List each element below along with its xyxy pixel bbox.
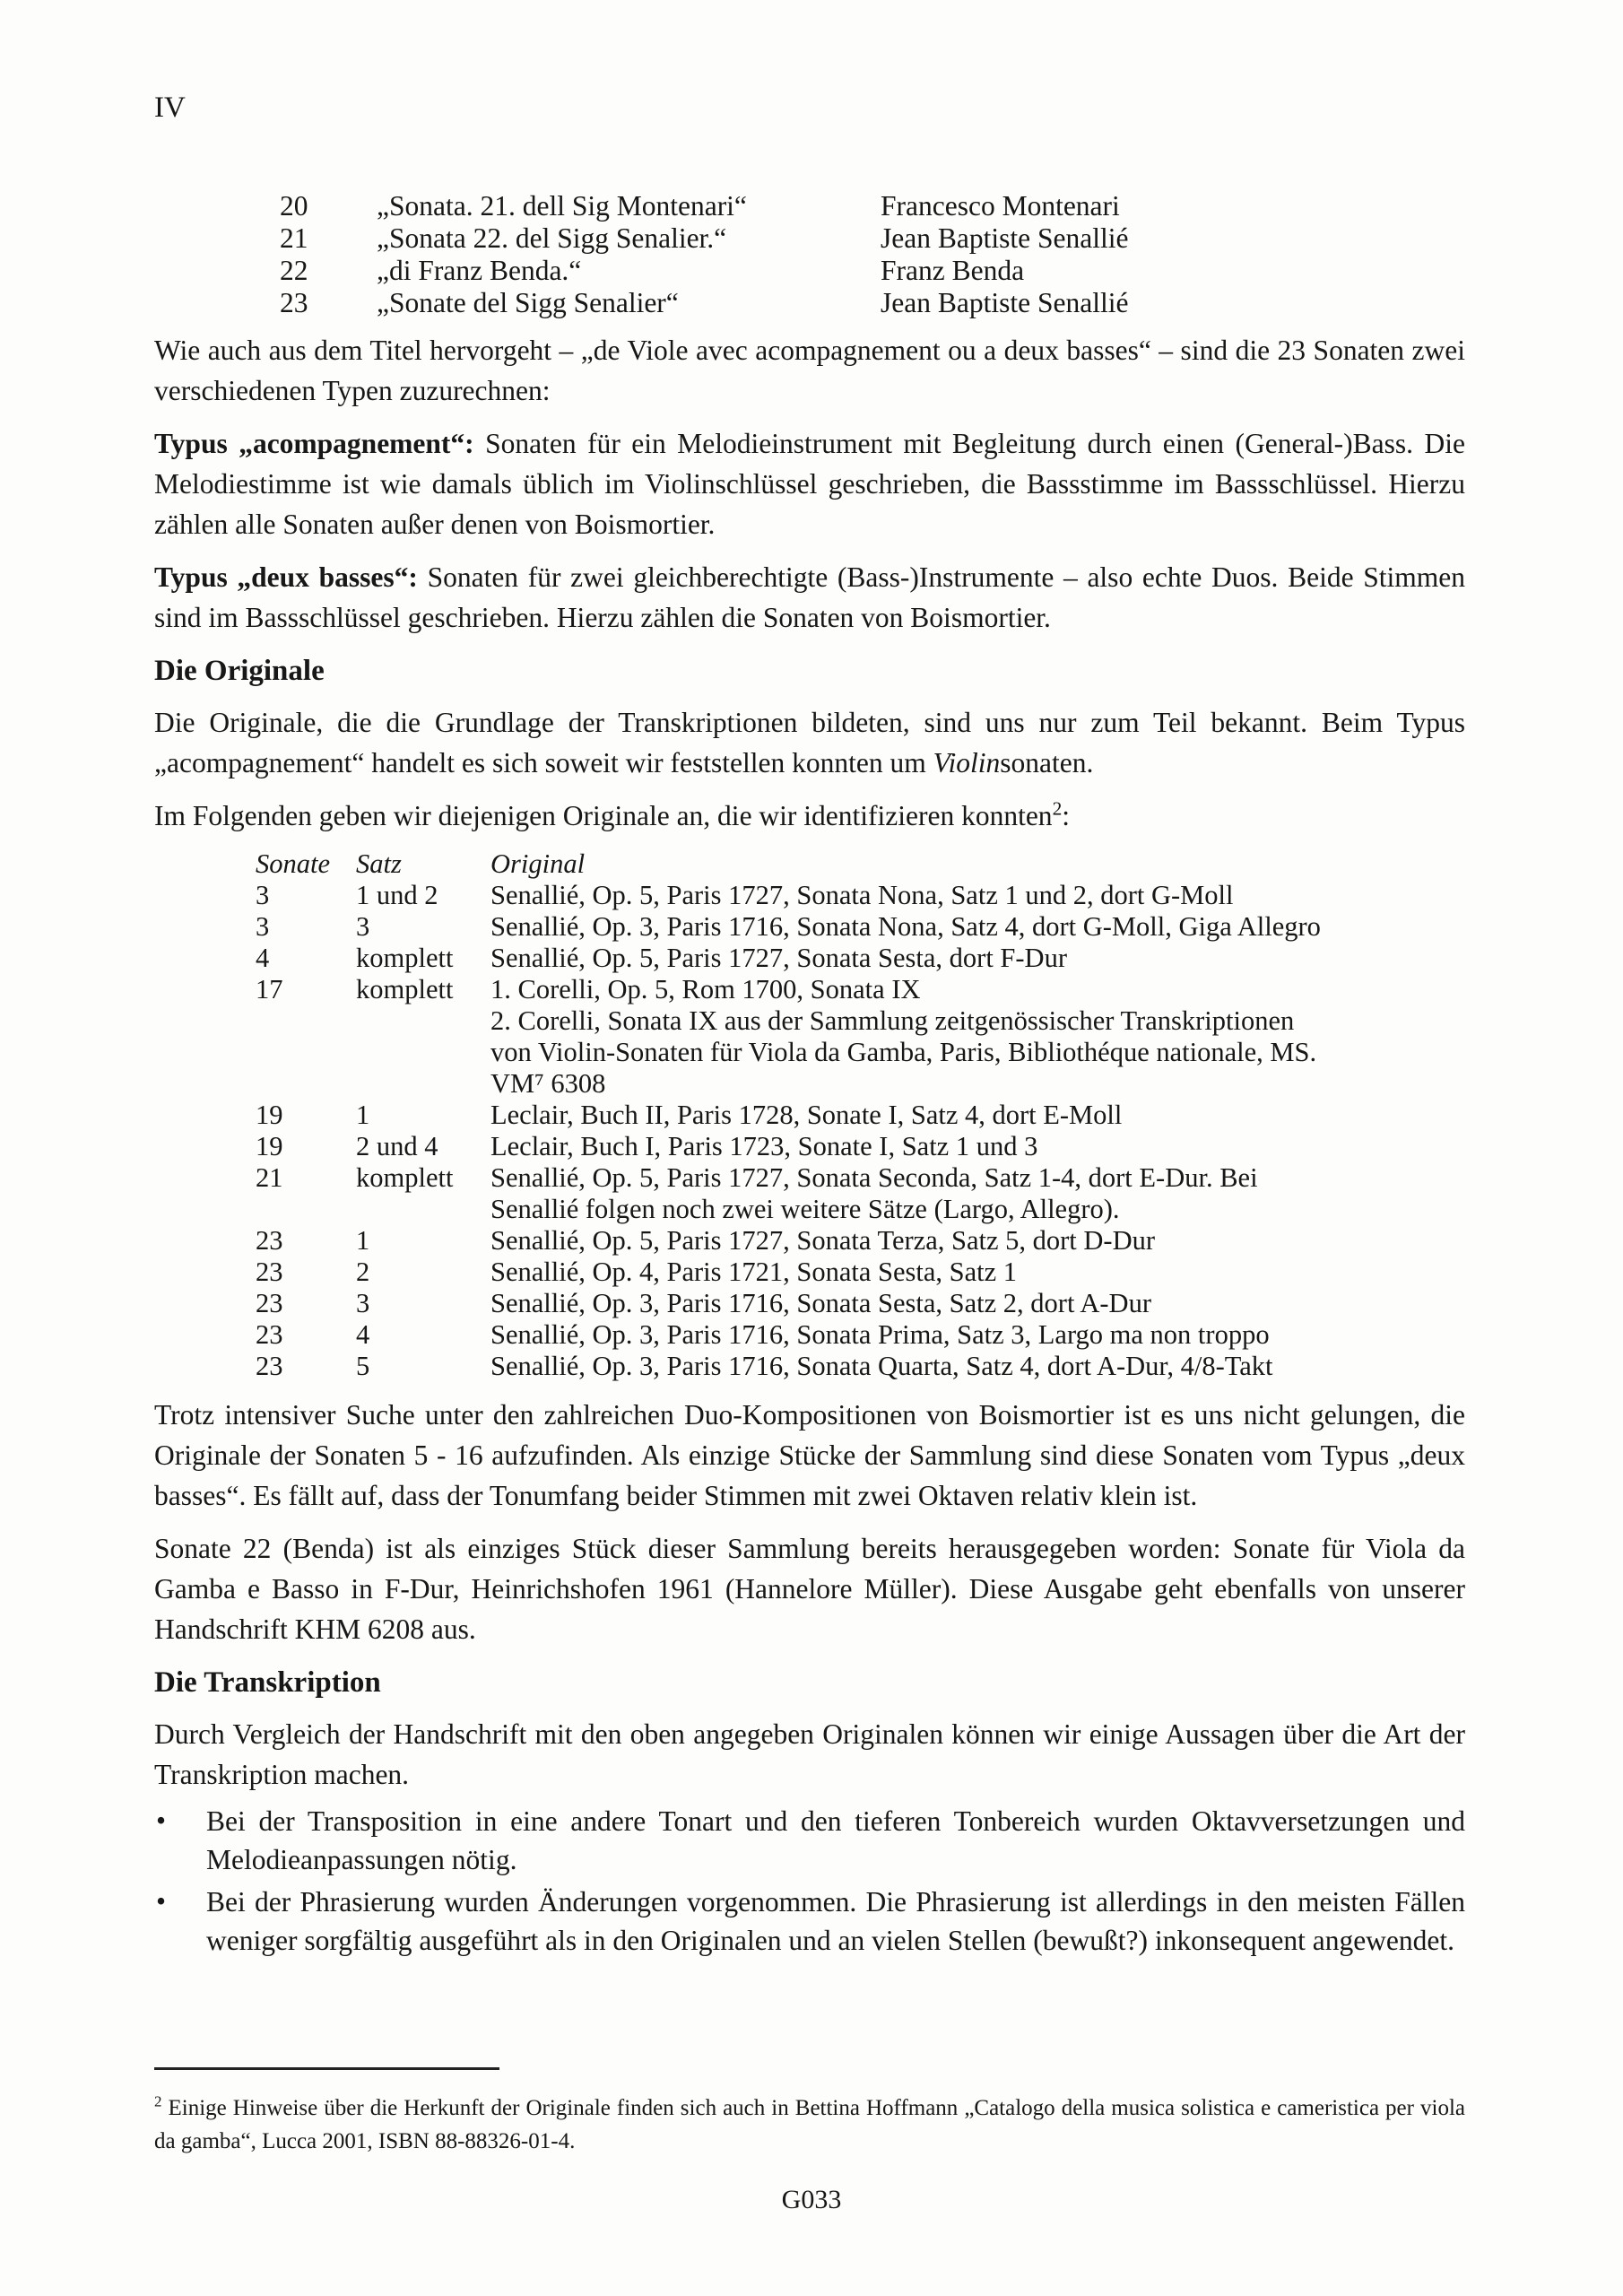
sonata-number: 22 (280, 255, 308, 286)
original-line: Senallié, Op. 5, Paris 1727, Sonata Seconda, Satz 1-4, dort E-Dur. Bei (490, 1162, 1258, 1193)
cell-original (490, 1319, 1465, 1351)
cell-sonate: 23 (256, 1288, 283, 1318)
composer-name: Franz Benda (881, 255, 1025, 286)
original-line: Leclair, Buch I, Paris 1723, Sonate I, Satz 1 und 3 (490, 1131, 1038, 1161)
cell-original (490, 1257, 1465, 1288)
table-header-satz: Satz (356, 848, 402, 879)
sonata-title: „Sonata 22. del Sigg Senalier.“ (377, 222, 727, 254)
cell-original (490, 974, 1465, 1100)
table-row (256, 1100, 1465, 1131)
cell-original (490, 943, 1465, 974)
cell-satz: komplett (356, 943, 454, 973)
section-heading-originale: Die Originale (154, 655, 325, 687)
table-row (256, 1162, 1465, 1225)
transkription-paragraph: Durch Vergleich der Handschrift mit den oben angegeben Originalen können wir einige Aussagen über die Art der Transkription machen. (154, 1718, 1465, 1790)
table-row (256, 974, 1465, 1100)
sonata-number: 23 (280, 287, 308, 318)
footnote-area (154, 2067, 1465, 2158)
bullet-icon: • (156, 1805, 167, 1836)
cell-satz: 1 (356, 1225, 370, 1256)
sonata-title: „Sonata. 21. dell Sig Montenari“ (377, 190, 747, 222)
cell-satz: komplett (356, 974, 454, 1004)
original-line: Senallié folgen noch zwei weitere Sätze (Largo, Allegro). (490, 1194, 1120, 1224)
typus-acompagnement-paragraph (154, 423, 1465, 544)
table-header-original: Original (490, 848, 586, 879)
cell-sonate: 17 (256, 974, 283, 1004)
cell-original (490, 1288, 1465, 1319)
sonata-title: „Sonate del Sigg Senalier“ (377, 287, 679, 318)
sonata-number: 20 (280, 190, 308, 222)
sonata-title: „di Franz Benda.“ (377, 255, 582, 286)
original-line: VM⁷ 6308 (490, 1068, 606, 1099)
original-line: 1. Corelli, Op. 5, Rom 1700, Sonata IX (490, 974, 921, 1004)
footnote-reference-mark: 2 (1052, 797, 1063, 820)
bullet-item (154, 1802, 1465, 1879)
im-folgenden-tail: : (1062, 800, 1071, 831)
cell-original (490, 1225, 1465, 1257)
bullet-text: Bei der Transposition in eine andere Tonart und den tieferen Tonbereich wurden Oktavversetzungen und Melodieanpassungen nötig. (206, 1805, 1465, 1875)
table-row (256, 880, 1465, 911)
cell-sonate: 23 (256, 1319, 283, 1350)
bullet-text: Bei der Phrasierung wurden Änderungen vorgenommen. Die Phrasierung ist allerdings in den meisten Fällen weniger sorgfältig ausgeführt als in den Originalen und an vielen Stellen (bewußt?) inkonsequent angewendet. (206, 1886, 1465, 1956)
typus-deux-basses-text: Sonaten für zwei gleichberechtigte (Bass-)Instrumente – also echte Duos. Beide Stimmen sind im Bassschlüssel geschrieben. Hierzu zählen die Sonaten von Boismortier. (154, 561, 1465, 633)
original-line: Senallié, Op. 3, Paris 1716, Sonata Quarta, Satz 4, dort A-Dur, 4/8-Takt (490, 1351, 1273, 1381)
bullet-list (154, 1802, 1465, 1960)
original-line: Senallié, Op. 5, Paris 1727, Sonata Nona, Satz 1 und 2, dort G-Moll (490, 880, 1234, 910)
originals-table-body (256, 880, 1465, 1382)
sonate22-paragraph: Sonate 22 (Benda) ist als einziges Stück dieser Sammlung bereits herausgegeben worden: Sonate für Viola da Gamba e Basso in F-Dur, Heinrichshofen 1961 (Hannelore Müller). Diese Ausgabe geht ebenfalls von unserer Handschrift KHM 6208 aus. (154, 1533, 1465, 1645)
originale-paragraph (154, 702, 1465, 783)
originale-text-before: Die Originale, die die Grundlage der Transkriptionen bildeten, sind uns nur zum Teil bekannt. Beim Typus „acompagnement“ handelt es sich soweit wir feststellen konnten um (154, 707, 1465, 778)
composer-name: Jean Baptiste Senallié (881, 287, 1129, 318)
original-line: Senallié, Op. 4, Paris 1721, Sonata Sesta, Satz 1 (490, 1257, 1018, 1287)
cell-sonate: 3 (256, 911, 270, 942)
table-header-row (256, 848, 1465, 880)
trotz-paragraph: Trotz intensiver Suche unter den zahlreichen Duo-Kompositionen von Boismortier ist es uns nicht gelungen, die Originale der Sonaten 5 - 16 aufzufinden. Als einzige Stücke der Sammlung sind diese Sonaten vom Typus „deux basses“. Es fällt auf, dass der Tonumfang beider Stimmen mit zwei Oktaven relativ klein ist. (154, 1399, 1465, 1511)
list-item (280, 255, 1465, 287)
originale-text-after: sonaten. (1000, 747, 1094, 778)
table-header-sonate: Sonate (256, 848, 331, 879)
page-number: IV (154, 91, 186, 124)
original-line: Senallié, Op. 5, Paris 1727, Sonata Sesta, dort F-Dur (490, 943, 1067, 973)
im-folgenden-paragraph (154, 796, 1465, 836)
cell-original (490, 1351, 1465, 1382)
cell-satz: 3 (356, 911, 370, 942)
table-row (256, 1131, 1465, 1162)
cell-sonate: 3 (256, 880, 270, 910)
im-folgenden-text: Im Folgenden geben wir diejenigen Originale an, die wir identifizieren konnten (154, 800, 1053, 831)
table-row (256, 1319, 1465, 1351)
composer-name: Francesco Montenari (881, 190, 1120, 222)
page-footer-code: G033 (781, 2185, 842, 2214)
table-row (256, 1257, 1465, 1288)
list-item (280, 287, 1465, 319)
sonata-number: 21 (280, 222, 308, 254)
footnote-separator-rule (154, 2067, 499, 2070)
footnote-body: Einige Hinweise über die Herkunft der Originale finden sich auch in Bettina Hoffmann „Catalogo della musica solistica e cameristica per viola da gamba“, Lucca 2001, ISBN 88-88326-01-4. (154, 2096, 1465, 2153)
list-item (280, 222, 1465, 255)
table-row (256, 1225, 1465, 1257)
cell-original (490, 1162, 1465, 1225)
cell-sonate: 23 (256, 1225, 283, 1256)
bullet-icon: • (156, 1885, 167, 1917)
cell-original (490, 911, 1465, 943)
cell-satz: 4 (356, 1319, 370, 1350)
section-heading-transkription: Die Transkription (154, 1666, 381, 1699)
table-row (256, 1288, 1465, 1319)
cell-satz: 2 (356, 1257, 370, 1287)
list-item (280, 190, 1465, 222)
sonata-index-list (280, 190, 1465, 319)
cell-sonate: 4 (256, 943, 270, 973)
typus-acompagnement-text: Sonaten für ein Melodieinstrument mit Begleitung durch einen (General-)Bass. Die Melodiestimme ist wie damals üblich im Violinschlüssel geschrieben, die Bassstimme im Bassschlüssel. Hierzu zählen alle Sonaten außer denen von Boismortier. (154, 428, 1465, 540)
originale-italic-word: Violin (933, 747, 1001, 778)
original-line: Senallié, Op. 3, Paris 1716, Sonata Sesta, Satz 2, dort A-Dur (490, 1288, 1151, 1318)
cell-sonate: 21 (256, 1162, 283, 1193)
footnote-marker: 2 (154, 2092, 162, 2110)
cell-satz: 1 und 2 (356, 880, 438, 910)
cell-sonate: 19 (256, 1131, 283, 1161)
original-line: Senallié, Op. 5, Paris 1727, Sonata Terza, Satz 5, dort D-Dur (490, 1225, 1156, 1256)
cell-original (490, 880, 1465, 911)
cell-sonate: 23 (256, 1351, 283, 1381)
typus-deux-basses-paragraph (154, 557, 1465, 638)
cell-sonate: 19 (256, 1100, 283, 1130)
cell-satz: komplett (356, 1162, 454, 1193)
table-row (256, 1351, 1465, 1382)
typus-deux-basses-lead: Typus „deux basses“: (154, 561, 418, 593)
cell-satz: 2 und 4 (356, 1131, 438, 1161)
cell-original (490, 1131, 1465, 1162)
originals-table (256, 848, 1465, 1382)
intro-paragraph: Wie auch aus dem Titel hervorgeht – „de Viole avec acompagnement ou a deux basses“ – sind die 23 Sonaten zwei verschiedenen Typen zuzurechnen: (154, 335, 1465, 406)
original-line: 2. Corelli, Sonata IX aus der Sammlung zeitgenössischer Transkriptionen (490, 1005, 1295, 1036)
cell-sonate: 23 (256, 1257, 283, 1287)
original-line: Leclair, Buch II, Paris 1728, Sonate I, Satz 4, dort E-Moll (490, 1100, 1123, 1130)
original-line: von Violin-Sonaten für Viola da Gamba, Paris, Bibliothéque nationale, MS. (490, 1037, 1317, 1067)
footnote-text (154, 2092, 1465, 2158)
bullet-item (154, 1883, 1465, 1960)
cell-satz: 3 (356, 1288, 370, 1318)
original-line: Senallié, Op. 3, Paris 1716, Sonata Prima, Satz 3, Largo ma non troppo (490, 1319, 1270, 1350)
page-content (154, 0, 1465, 1967)
cell-satz: 1 (356, 1100, 370, 1130)
cell-satz: 5 (356, 1351, 370, 1381)
table-row (256, 911, 1465, 943)
table-row (256, 943, 1465, 974)
cell-original (490, 1100, 1465, 1131)
typus-acompagnement-lead: Typus „acompagnement“: (154, 428, 474, 459)
composer-name: Jean Baptiste Senallié (881, 222, 1129, 254)
original-line: Senallié, Op. 3, Paris 1716, Sonata Nona, Satz 4, dort G-Moll, Giga Allegro (490, 911, 1321, 942)
